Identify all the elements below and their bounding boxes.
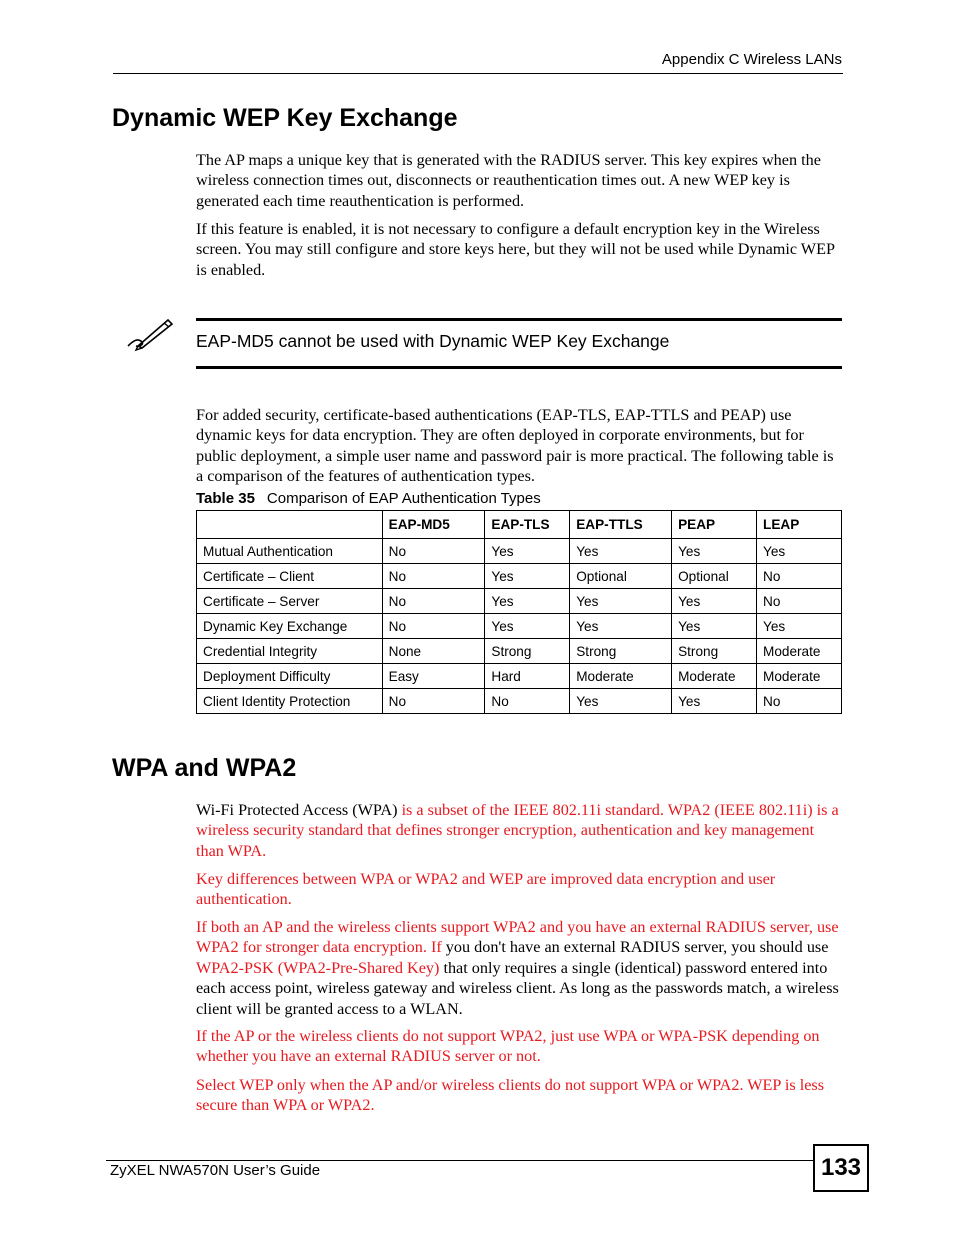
table-cell: Yes [570,614,672,639]
table-cell: None [382,639,485,664]
paragraph-dwep-2: If this feature is enabled, it is not necessary to configure a default encryption key in the Wireless screen. You may still configure and store keys here, but they will not be used while Dynamic WEP is enabled. [196,220,835,279]
table-cell: Deployment Difficulty [197,664,383,689]
paragraph-after-note: For added security, certificate-based authentications (EAP-TLS, EAP-TTLS and PEAP) use dynamic keys for data encryption. They are often deployed in corporate environments, but for public deployment, a simple user name and password pair is more practical. The following table is a comparison of the features of authentication types. [196,406,834,486]
table-header-cell: LEAP [757,511,842,539]
table-row [197,539,842,564]
paragraph-wpa-2: Key differences between WPA or WPA2 and WEP are improved data encryption and user authentication. [196,870,776,909]
table-cell: Moderate [757,639,842,664]
paragraph-wpa-5: Select WEP only when the AP and/or wireless clients do not support WPA or WPA2. WEP is less secure than WPA or WPA2. [196,1076,824,1115]
paragraph-wpa-3 [196,917,842,1019]
highlighted-text: is a subset of the IEEE 802.11i standard. WPA2 (IEEE 802.11i) is a wireless security standard that defines stronger encryption, authentication and key management than WPA. [196,801,839,860]
table-cell: No [382,589,485,614]
table-cell: Yes [672,539,757,564]
table-cell: Optional [570,564,672,589]
table-cell: Yes [570,589,672,614]
table-cell: No [757,689,842,714]
table-cell: Strong [672,639,757,664]
table-cell: Moderate [757,664,842,689]
table-cell: Moderate [672,664,757,689]
table-cell: Hard [485,664,570,689]
header-title: Appendix C Wireless LANs [661,51,842,68]
table-cell: Yes [485,539,570,564]
page-number: 133 [813,1144,869,1192]
table-cell: Moderate [570,664,672,689]
pencil-note-icon [124,316,174,352]
section-heading-dynamic-wep: Dynamic WEP Key Exchange [112,104,458,132]
section-heading-wpa: WPA and WPA2 [112,754,297,782]
table-header-cell: PEAP [672,511,757,539]
table-cell: No [757,564,842,589]
text-run: that only requires a single (identical) password entered into each access point, wireless gateway and wireless client. As long as the passwords match, a wireless client will be granted access to a WLAN. [196,958,839,1018]
table-cell: Easy [382,664,485,689]
table-cell: Yes [672,689,757,714]
note-rule-top [196,318,842,321]
table-cell: No [382,564,485,589]
table-cell: Yes [672,614,757,639]
table-header-cell: EAP-TTLS [570,511,672,539]
table-cell: Yes [485,564,570,589]
table-cell: No [757,589,842,614]
table-cell: Yes [485,589,570,614]
paragraph-wpa-1 [196,800,842,861]
paragraph-wpa-4: If the AP or the wireless clients do not support WPA2, just use WPA or WPA-PSK depending on whether you have an external RADIUS server or not. [196,1027,820,1066]
table-cell: Client Identity Protection [197,689,383,714]
table-cell: Yes [757,539,842,564]
table-row [197,564,842,589]
table-caption [196,490,541,507]
table-header-cell: EAP-MD5 [382,511,485,539]
table-row [197,639,842,664]
table-cell: Mutual Authentication [197,539,383,564]
table-cell: No [485,689,570,714]
header-rule [113,73,843,74]
table-header-cell: EAP-TLS [485,511,570,539]
table-cell: Yes [485,614,570,639]
table-cell: No [382,689,485,714]
table-header-cell [197,511,383,539]
table-row [197,664,842,689]
table-cell: Certificate – Server [197,589,383,614]
table-row [197,614,842,639]
table-row [197,589,842,614]
text-run: you don't have an external RADIUS server, you should use [441,938,829,957]
note-text: EAP-MD5 cannot be used with Dynamic WEP Key Exchange [196,331,670,351]
table-cell: Certificate – Client [197,564,383,589]
table-cell: No [382,614,485,639]
text-run: Wi-Fi Protected Access (WPA) [196,801,402,819]
highlighted-text: If both an AP and the wireless clients support WPA2 and you have an external RADIUS server, use WPA2 for stronger data encryption. If [196,918,839,957]
table-caption-label: Table 35 [196,490,255,507]
table-caption-title: Comparison of EAP Authentication Types [266,490,541,507]
table-cell: Credential Integrity [197,639,383,664]
table-cell: Yes [672,589,757,614]
table-cell: Strong [485,639,570,664]
table-header-row [197,511,842,539]
note-rule-bottom [196,366,842,369]
highlighted-text: WPA2-PSK (WPA2-Pre-Shared Key) [196,958,440,977]
table-cell: Dynamic Key Exchange [197,614,383,639]
footer-rule [106,1160,814,1161]
table-cell: Strong [570,639,672,664]
table-cell: Yes [757,614,842,639]
table-cell: No [382,539,485,564]
table-cell: Optional [672,564,757,589]
table-row [197,689,842,714]
footer-guide-title: ZyXEL NWA570N User’s Guide [110,1162,321,1179]
eap-comparison-table [196,510,842,714]
paragraph-dwep-1: The AP maps a unique key that is generated with the RADIUS server. This key expires when the wireless connection times out, disconnects or reauthentication times out. A new WEP key is generated each time reauthentication is performed. [196,151,821,210]
table-cell: Yes [570,689,672,714]
table-cell: Yes [570,539,672,564]
